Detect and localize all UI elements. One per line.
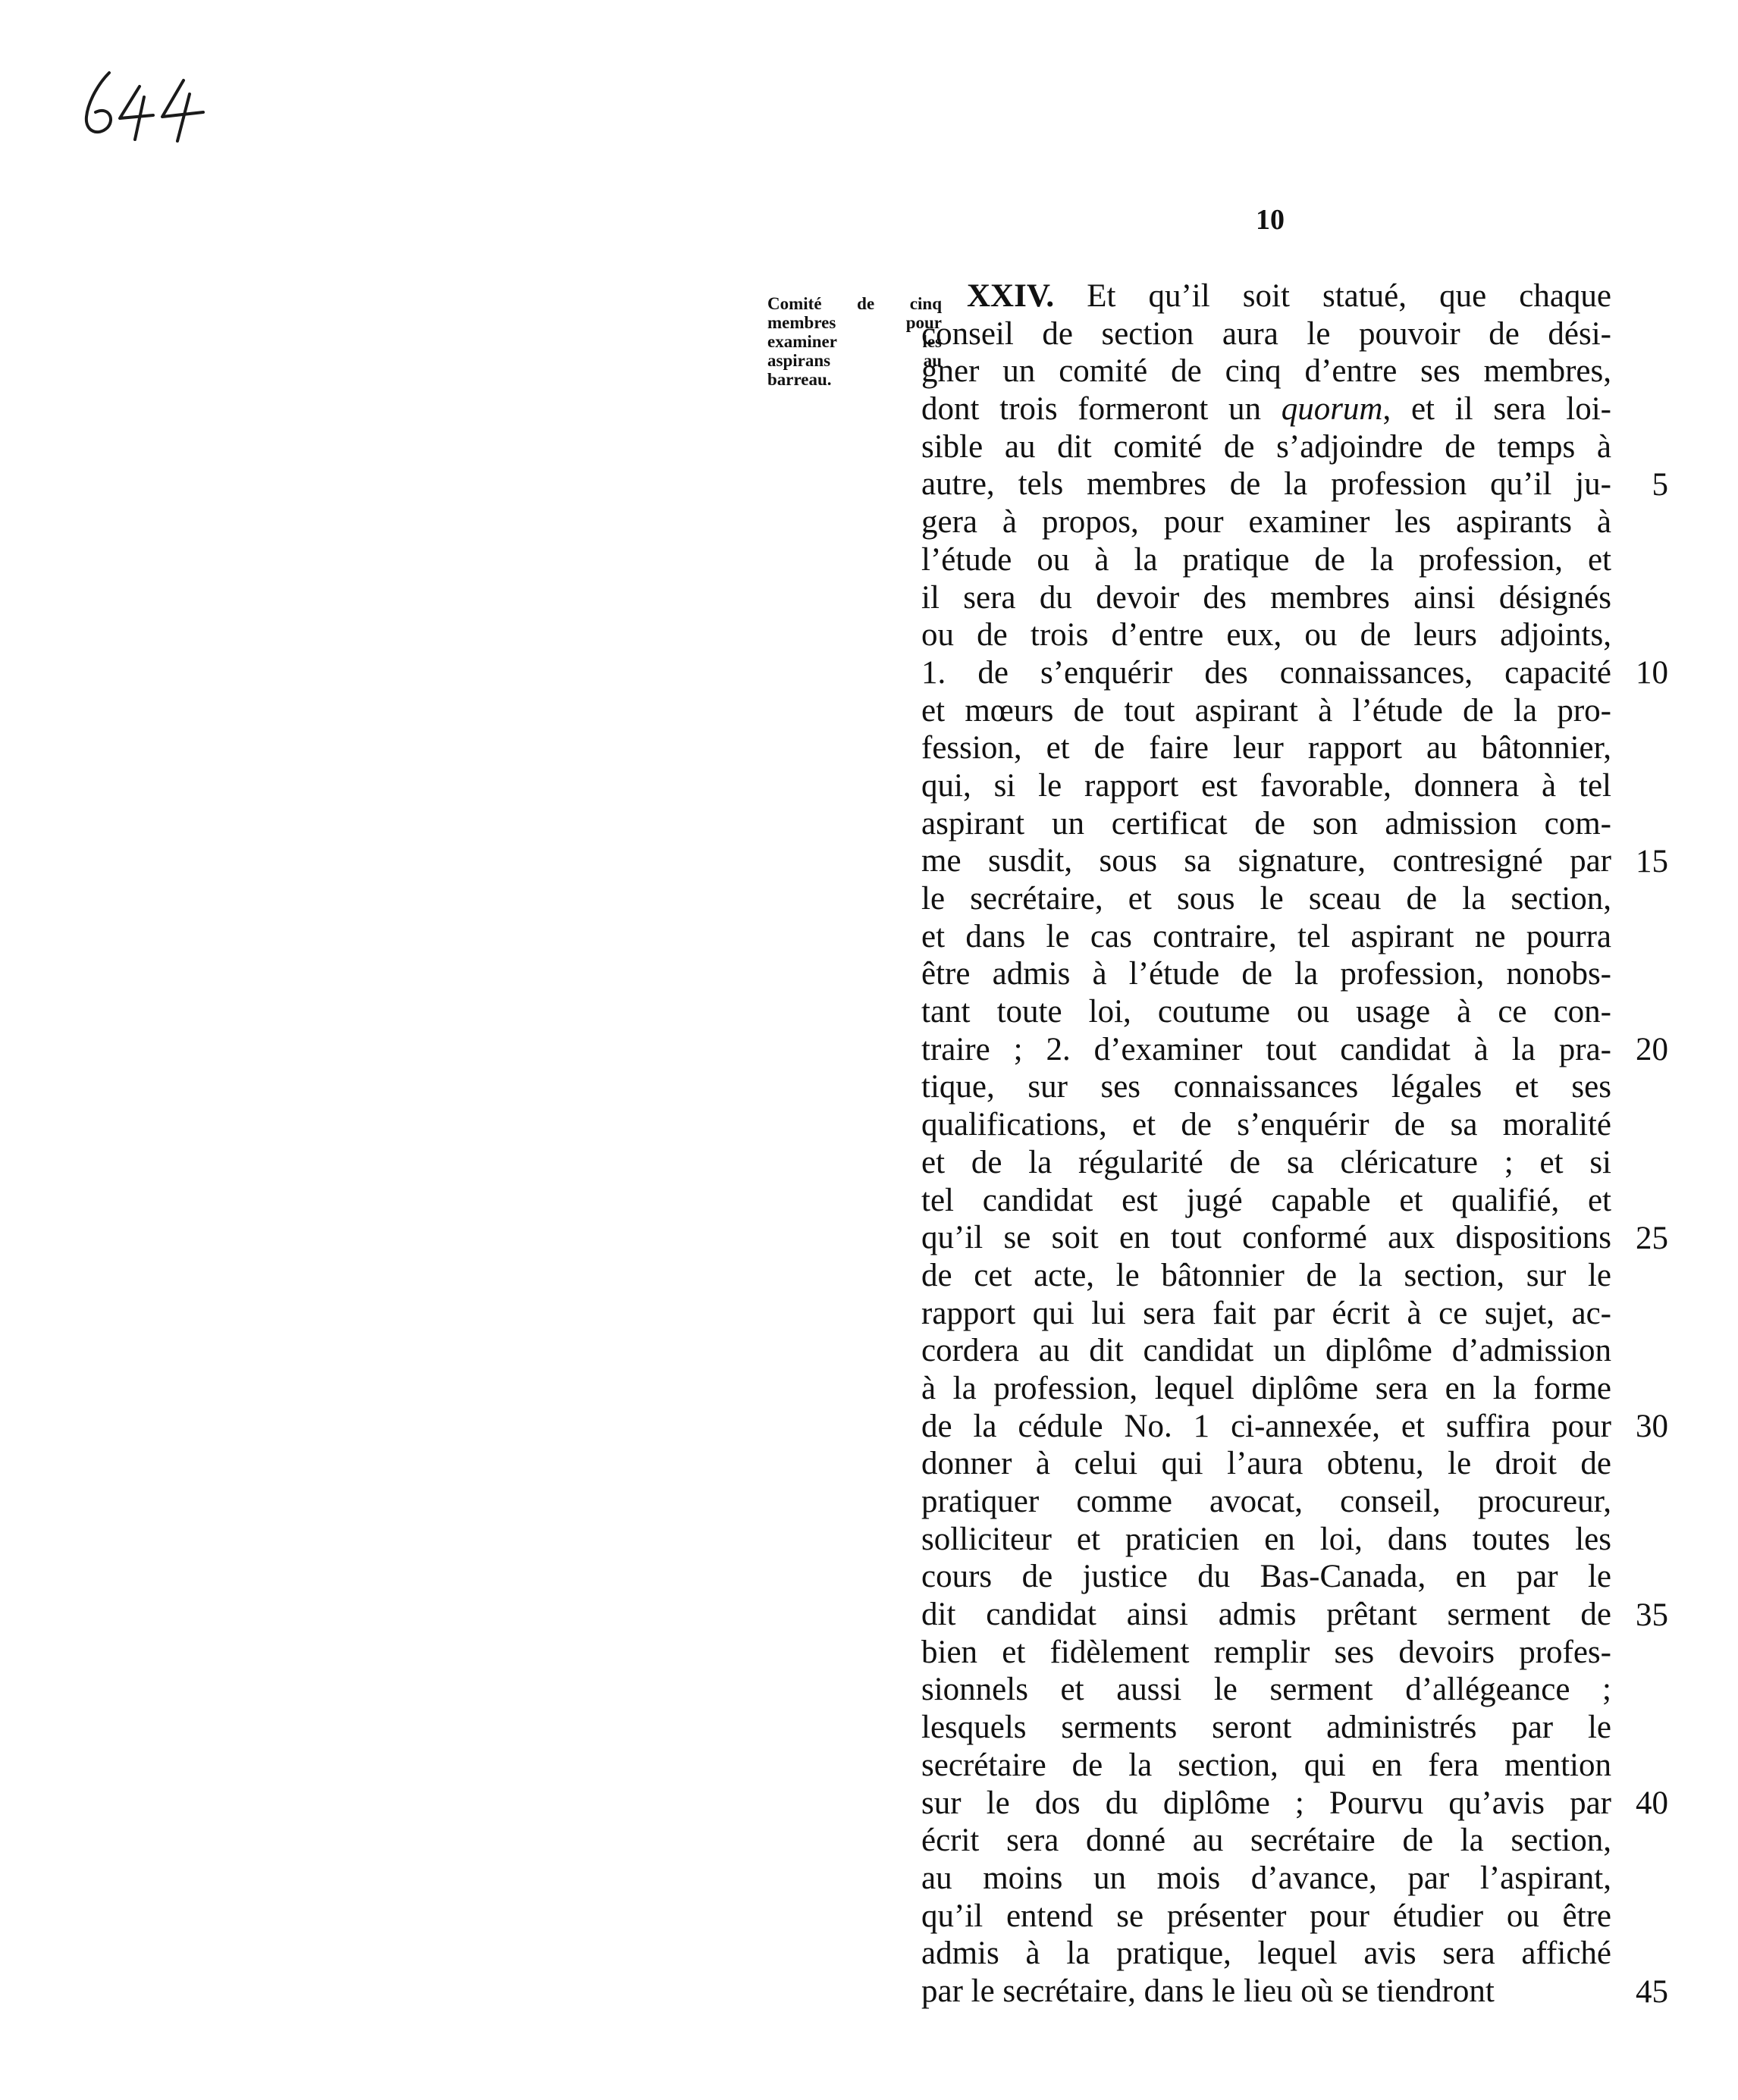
text-line: et dans le cas contraire, tel aspirant ne pourra <box>921 918 1611 954</box>
article-text <box>921 277 1611 2011</box>
text-line: ou de trois d’entre eux, ou de leurs adjoints, <box>921 617 1611 654</box>
text-line: dit candidat ainsi admis prêtant serment de <box>921 1597 1611 1633</box>
text-line: à la profession, lequel diplôme sera en la forme <box>921 1370 1611 1406</box>
text-line: fession, et de faire leur rapport au bâtonnier, <box>921 730 1611 766</box>
text-line: cours de justice du Bas-Canada, en par le <box>921 1559 1611 1595</box>
margin-note-line: examiner les <box>767 332 942 351</box>
quorum-italic: quorum <box>1281 391 1383 428</box>
text-line: de la cédule No. 1 ci-annexée, et suffira pour <box>921 1408 1611 1444</box>
text-line: dont trois formeront un quorum, et il sera loi- <box>921 391 1611 428</box>
text-line: qu’il se soit en tout conformé aux dispositions <box>921 1220 1611 1256</box>
text-line: gera à propos, pour examiner les aspirants à <box>921 504 1611 541</box>
text-line: qualifications, et de s’enquérir de sa moralité <box>921 1107 1611 1143</box>
text-line: il sera du devoir des membres ainsi désignés <box>921 579 1611 616</box>
text-line: qu’il entend se présenter pour étudier ou être <box>921 1898 1611 1934</box>
handwritten-page-mark <box>77 67 221 143</box>
text-line: écrit sera donné au secrétaire de la section, <box>921 1823 1611 1859</box>
text-line: gner un comité de cinq d’entre ses membres, <box>921 353 1611 390</box>
text-line: tel candidat est jugé capable et qualifié, et <box>921 1182 1611 1218</box>
line-number: 35 <box>1636 1597 1668 1633</box>
line-number: 25 <box>1636 1220 1668 1256</box>
margin-note-line: barreau. <box>767 370 832 389</box>
line-number: 15 <box>1636 843 1668 879</box>
text-line: tant toute loi, coutume ou usage à ce con- <box>921 994 1611 1030</box>
text-line: sionnels et aussi le serment d’allégeance ; <box>921 1672 1611 1708</box>
line-number: 40 <box>1636 1785 1668 1821</box>
text-line: être admis à l’étude de la profession, nonobs- <box>921 956 1611 992</box>
text-line: par le secrétaire, dans le lieu où se tiendront <box>921 1973 1495 2009</box>
text-line: secrétaire de la section, qui en fera mention <box>921 1747 1611 1783</box>
page-number: 10 <box>1256 204 1285 236</box>
line-number: 5 <box>1652 466 1668 503</box>
section-number: XXIV. <box>967 278 1055 314</box>
text-line: traire ; 2. d’examiner tout candidat à la pra- <box>921 1031 1611 1067</box>
line-number: 20 <box>1636 1032 1668 1067</box>
text-line: solliciteur et praticien en loi, dans toutes les <box>921 1521 1611 1557</box>
text-line: et mœurs de tout aspirant à l’étude de la pro- <box>921 692 1611 729</box>
text-line: et de la régularité de sa cléricature ; et si <box>921 1144 1611 1180</box>
margin-note-line: aspirans au <box>767 351 942 370</box>
handwritten-644-drawing <box>77 67 221 143</box>
text-line: sible au dit comité de s’adjoindre de temps à <box>921 428 1611 465</box>
text-line: aspirant un certificat de son admission com- <box>921 805 1611 842</box>
text-line: qui, si le rapport est favorable, donnera à tel <box>921 767 1611 804</box>
text-line: cordera au dit candidat un diplôme d’admission <box>921 1333 1611 1369</box>
text-line: admis à la pratique, lequel avis sera affiché <box>921 1935 1611 1972</box>
article-first-line <box>921 277 1611 315</box>
text-line: lesquels serments seront administrés par le <box>921 1710 1611 1746</box>
first-line-text: Et qu’il soit statué, que chaque <box>1087 278 1611 314</box>
line-number: 10 <box>1636 655 1668 691</box>
line-number: 30 <box>1636 1409 1668 1444</box>
text-line: donner à celui qui l’aura obtenu, le droit de <box>921 1446 1611 1482</box>
text-line: de cet acte, le bâtonnier de la section, sur le <box>921 1257 1611 1293</box>
text-line: le secrétaire, et sous le sceau de la section, <box>921 881 1611 917</box>
text-line: pratiquer comme avocat, conseil, procureur, <box>921 1484 1611 1519</box>
text-line: me susdit, sous sa signature, contresigné par <box>921 843 1611 879</box>
text-line: autre, tels membres de la profession qu’il ju- <box>921 466 1611 503</box>
text-line: bien et fidèlement remplir ses devoirs profes- <box>921 1634 1611 1670</box>
text-line: rapport qui lui sera fait par écrit à ce sujet, ac- <box>921 1295 1611 1331</box>
line-number: 45 <box>1636 1973 1668 2010</box>
text-line: 1. de s’enquérir des connaissances, capacité <box>921 654 1611 691</box>
text-line: tique, sur ses connaissances légales et ses <box>921 1069 1611 1105</box>
margin-note <box>767 294 942 389</box>
margin-note-line: membres pour <box>767 313 942 332</box>
text-line: conseil de section aura le pouvoir de dési- <box>921 315 1611 352</box>
text-line: au moins un mois d’avance, par l’aspirant, <box>921 1860 1611 1896</box>
text-line: l’étude ou à la pratique de la profession, et <box>921 541 1611 578</box>
margin-note-line: Comité de cinq <box>767 294 942 313</box>
text-line: sur le dos du diplôme ; Pourvu qu’avis par <box>921 1785 1611 1821</box>
